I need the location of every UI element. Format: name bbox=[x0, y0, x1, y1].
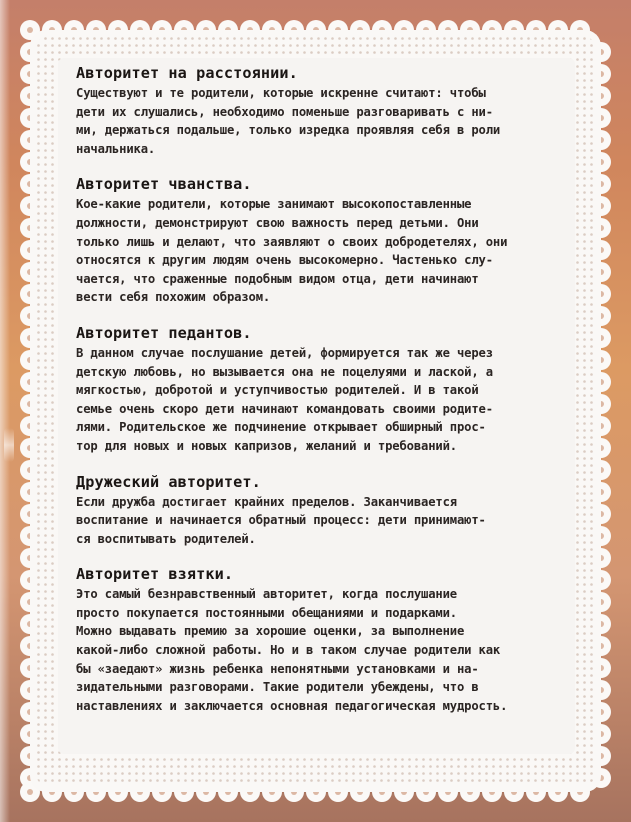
section-arrogance-authority bbox=[76, 175, 582, 307]
text-line: Существуют и те родители, которые искренне считают: чтобы bbox=[76, 86, 486, 100]
text-line: вести себя похожим образом. bbox=[76, 290, 271, 305]
text-line: какой-либо сложной работы. Но и в таком случае родители как bbox=[76, 643, 501, 658]
text-line: ми, держаться подальше, только изредка проявляя себя в роли bbox=[76, 123, 501, 138]
section-heading: Авторитет педантов. bbox=[76, 323, 252, 342]
text-line: должности, демонстрируют свою важность перед детьми. Они bbox=[76, 215, 479, 230]
section-heading: Дружеский авторитет. bbox=[76, 472, 261, 491]
lace-eyelet bbox=[27, 789, 33, 795]
section-friendly-authority bbox=[76, 473, 582, 549]
text-line: начальника. bbox=[76, 141, 156, 156]
text-line: мягкостью, добротой и уступчивостью родителей. И в такой bbox=[76, 383, 479, 398]
text-line: наставлениях и заключается основная педагогическая мудрость. bbox=[76, 698, 508, 713]
paper-edge-mark bbox=[4, 428, 14, 462]
section-distance-authority bbox=[76, 64, 582, 158]
text-line: Это самый безнравственный авторитет, когда послушание bbox=[76, 587, 457, 602]
text-line: лями. Родительское же подчинение открывает обширный прос- bbox=[76, 420, 486, 435]
text-line: детскую любовь, но вызывается она не поцелуями и лаской, а bbox=[76, 364, 493, 379]
text-line: просто покупается постоянными обещаниями и подарками. bbox=[76, 605, 457, 620]
text-line: зидательными разговорами. Такие родители убеждены, что в bbox=[76, 680, 479, 695]
text-line: семье очень скоро дети начинают командовать своими родите- bbox=[76, 401, 493, 416]
lace-eyelet bbox=[27, 27, 33, 33]
text-line: воспитание и начинается обратный процесс: дети принимают- bbox=[76, 513, 486, 528]
text-line: относятся к другим людям очень высокомерно. Частенько слу- bbox=[76, 253, 493, 268]
text-line: Кое-какие родители, которые занимают высокопоставленные bbox=[76, 197, 472, 212]
text-line: ся воспитывать родителей. bbox=[76, 531, 256, 546]
text-line: тор для новых и новых капризов, желаний и требований. bbox=[76, 438, 457, 453]
document-body bbox=[76, 64, 582, 732]
text-line: Можно выдавать премию за хорошие оценки, за выполнение bbox=[76, 624, 465, 639]
section-pedant-authority bbox=[76, 324, 582, 456]
text-line: Если дружба достигает крайних пределов. Заканчивается bbox=[76, 494, 457, 509]
section-bribe-authority bbox=[76, 565, 582, 715]
text-line: бы «заедают» жизнь ребенка непонятными установками и на- bbox=[76, 661, 479, 676]
text-line: дети их слушались, необходимо поменьше разговаривать с ни- bbox=[76, 104, 493, 119]
text-line: только лишь и делают, что заявляют о своих добродетелях, они bbox=[76, 234, 508, 249]
text-line: чается, что сраженные подобным видом отца, дети начинают bbox=[76, 271, 479, 286]
text-line: В данном случае послушание детей, формируется так же через bbox=[76, 345, 493, 360]
section-heading: Авторитет на расстоянии. bbox=[76, 64, 298, 82]
section-heading: Авторитет чванства. bbox=[76, 175, 252, 194]
section-heading: Авторитет взятки. bbox=[76, 565, 234, 584]
